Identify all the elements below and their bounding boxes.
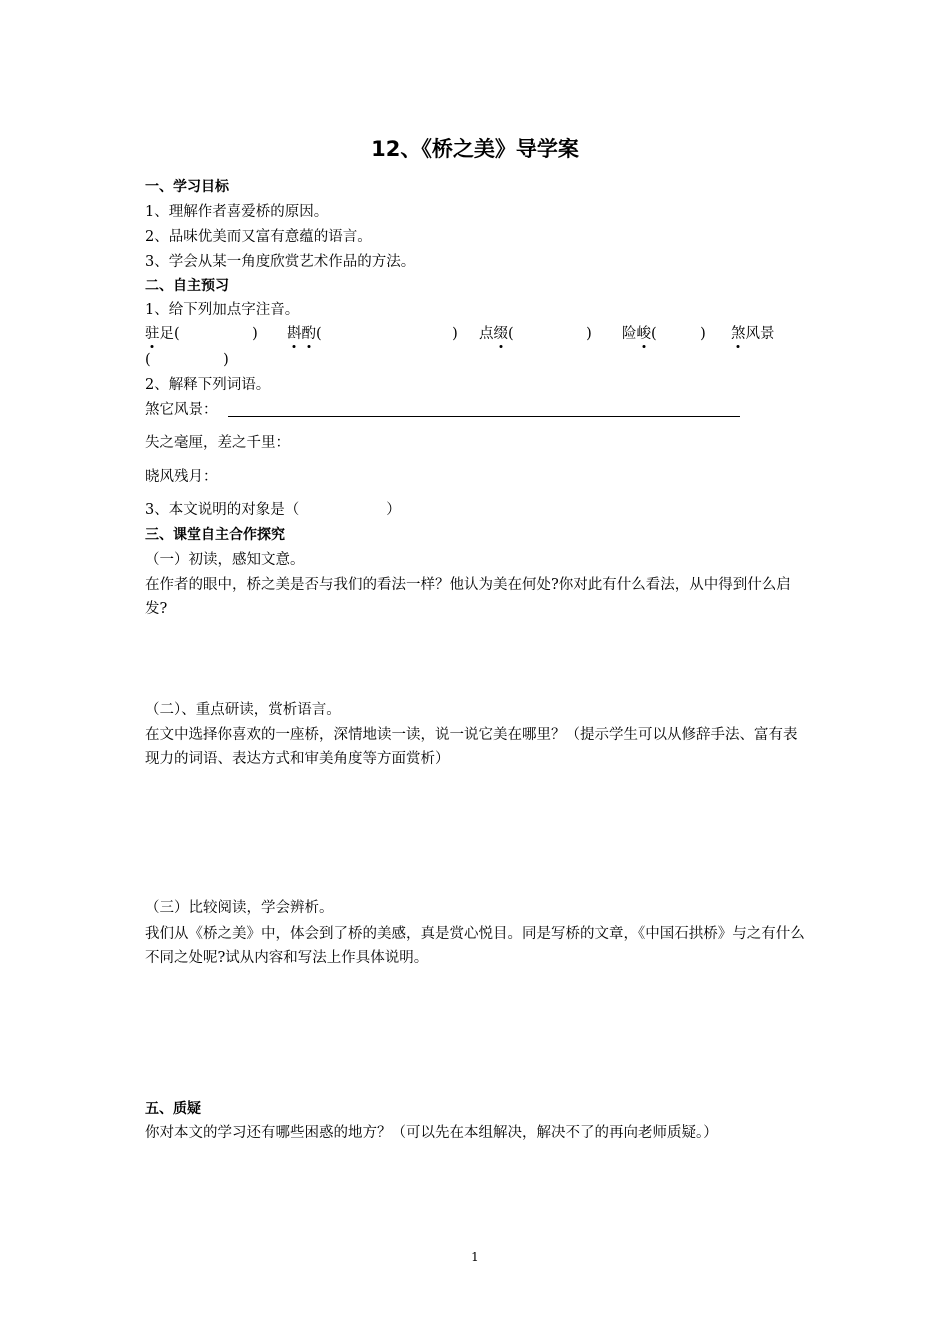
question-text: 在文中选择你喜欢的一座桥，深情地读一读，说一说它美在哪里？（提示学生可以从修辞手法、富有表现力的词语、表达方式和审美角度等方面赏析）	[145, 727, 798, 767]
pinyin-item: 斟酌( )	[287, 322, 458, 343]
subsection-label: （三）比较阅读，学会辨析。	[145, 900, 334, 916]
section-heading-goals: 一、学习目标	[145, 179, 229, 195]
answer-line	[228, 416, 740, 417]
pinyin-blank-continued: ( )	[145, 352, 229, 368]
page-title: 12、《桥之美》导学案	[371, 137, 579, 161]
subsection-label: （二）、重点研读，赏析语言。	[145, 702, 341, 718]
pinyin-item: 险峻( )	[622, 322, 706, 343]
question-terms: 2、解释下列词语。	[145, 377, 271, 393]
page-number: 1	[471, 1250, 479, 1264]
goal-item: 2、品味优美而又富有意蕴的语言。	[145, 229, 372, 245]
pinyin-exercise-row	[145, 322, 825, 344]
question-text: 我们从《桥之美》中，体会到了桥的美感，真是赏心悦目。同是写桥的文章，《中国石拱桥》与之有什么不同之处呢?试从内容和写法上作具体说明。	[145, 926, 805, 966]
question-object: 3、本文说明的对象是（ ）	[145, 502, 401, 518]
section-heading-preview: 二、自主预习	[145, 278, 229, 294]
pinyin-item: 点缀( )	[479, 322, 592, 343]
term-label: 晓风残月：	[145, 469, 218, 485]
section-heading-questions: 五、质疑	[145, 1101, 201, 1117]
pinyin-item: 煞风景	[731, 322, 775, 343]
goal-item: 1、理解作者喜爱桥的原因。	[145, 204, 329, 220]
term-label: 失之毫厘，差之千里：	[145, 435, 290, 451]
subsection-label: （一）初读，感知文意。	[145, 552, 305, 568]
term-label: 煞它风景：	[145, 402, 218, 418]
question-text: 在作者的眼中，桥之美是否与我们的看法一样？他认为美在何处?你对此有什么看法，从中得到什么启发?	[145, 577, 791, 617]
question-text: 你对本文的学习还有哪些困惑的地方？（可以先在本组解决，解决不了的再向老师质疑。）	[145, 1125, 718, 1141]
section-heading-explore: 三、课堂自主合作探究	[145, 527, 285, 543]
pinyin-item: 驻足( )	[145, 322, 258, 343]
question-pinyin: 1、给下列加点字注音。	[145, 302, 300, 318]
goal-item: 3、学会从某一角度欣赏艺术作品的方法。	[145, 254, 416, 270]
